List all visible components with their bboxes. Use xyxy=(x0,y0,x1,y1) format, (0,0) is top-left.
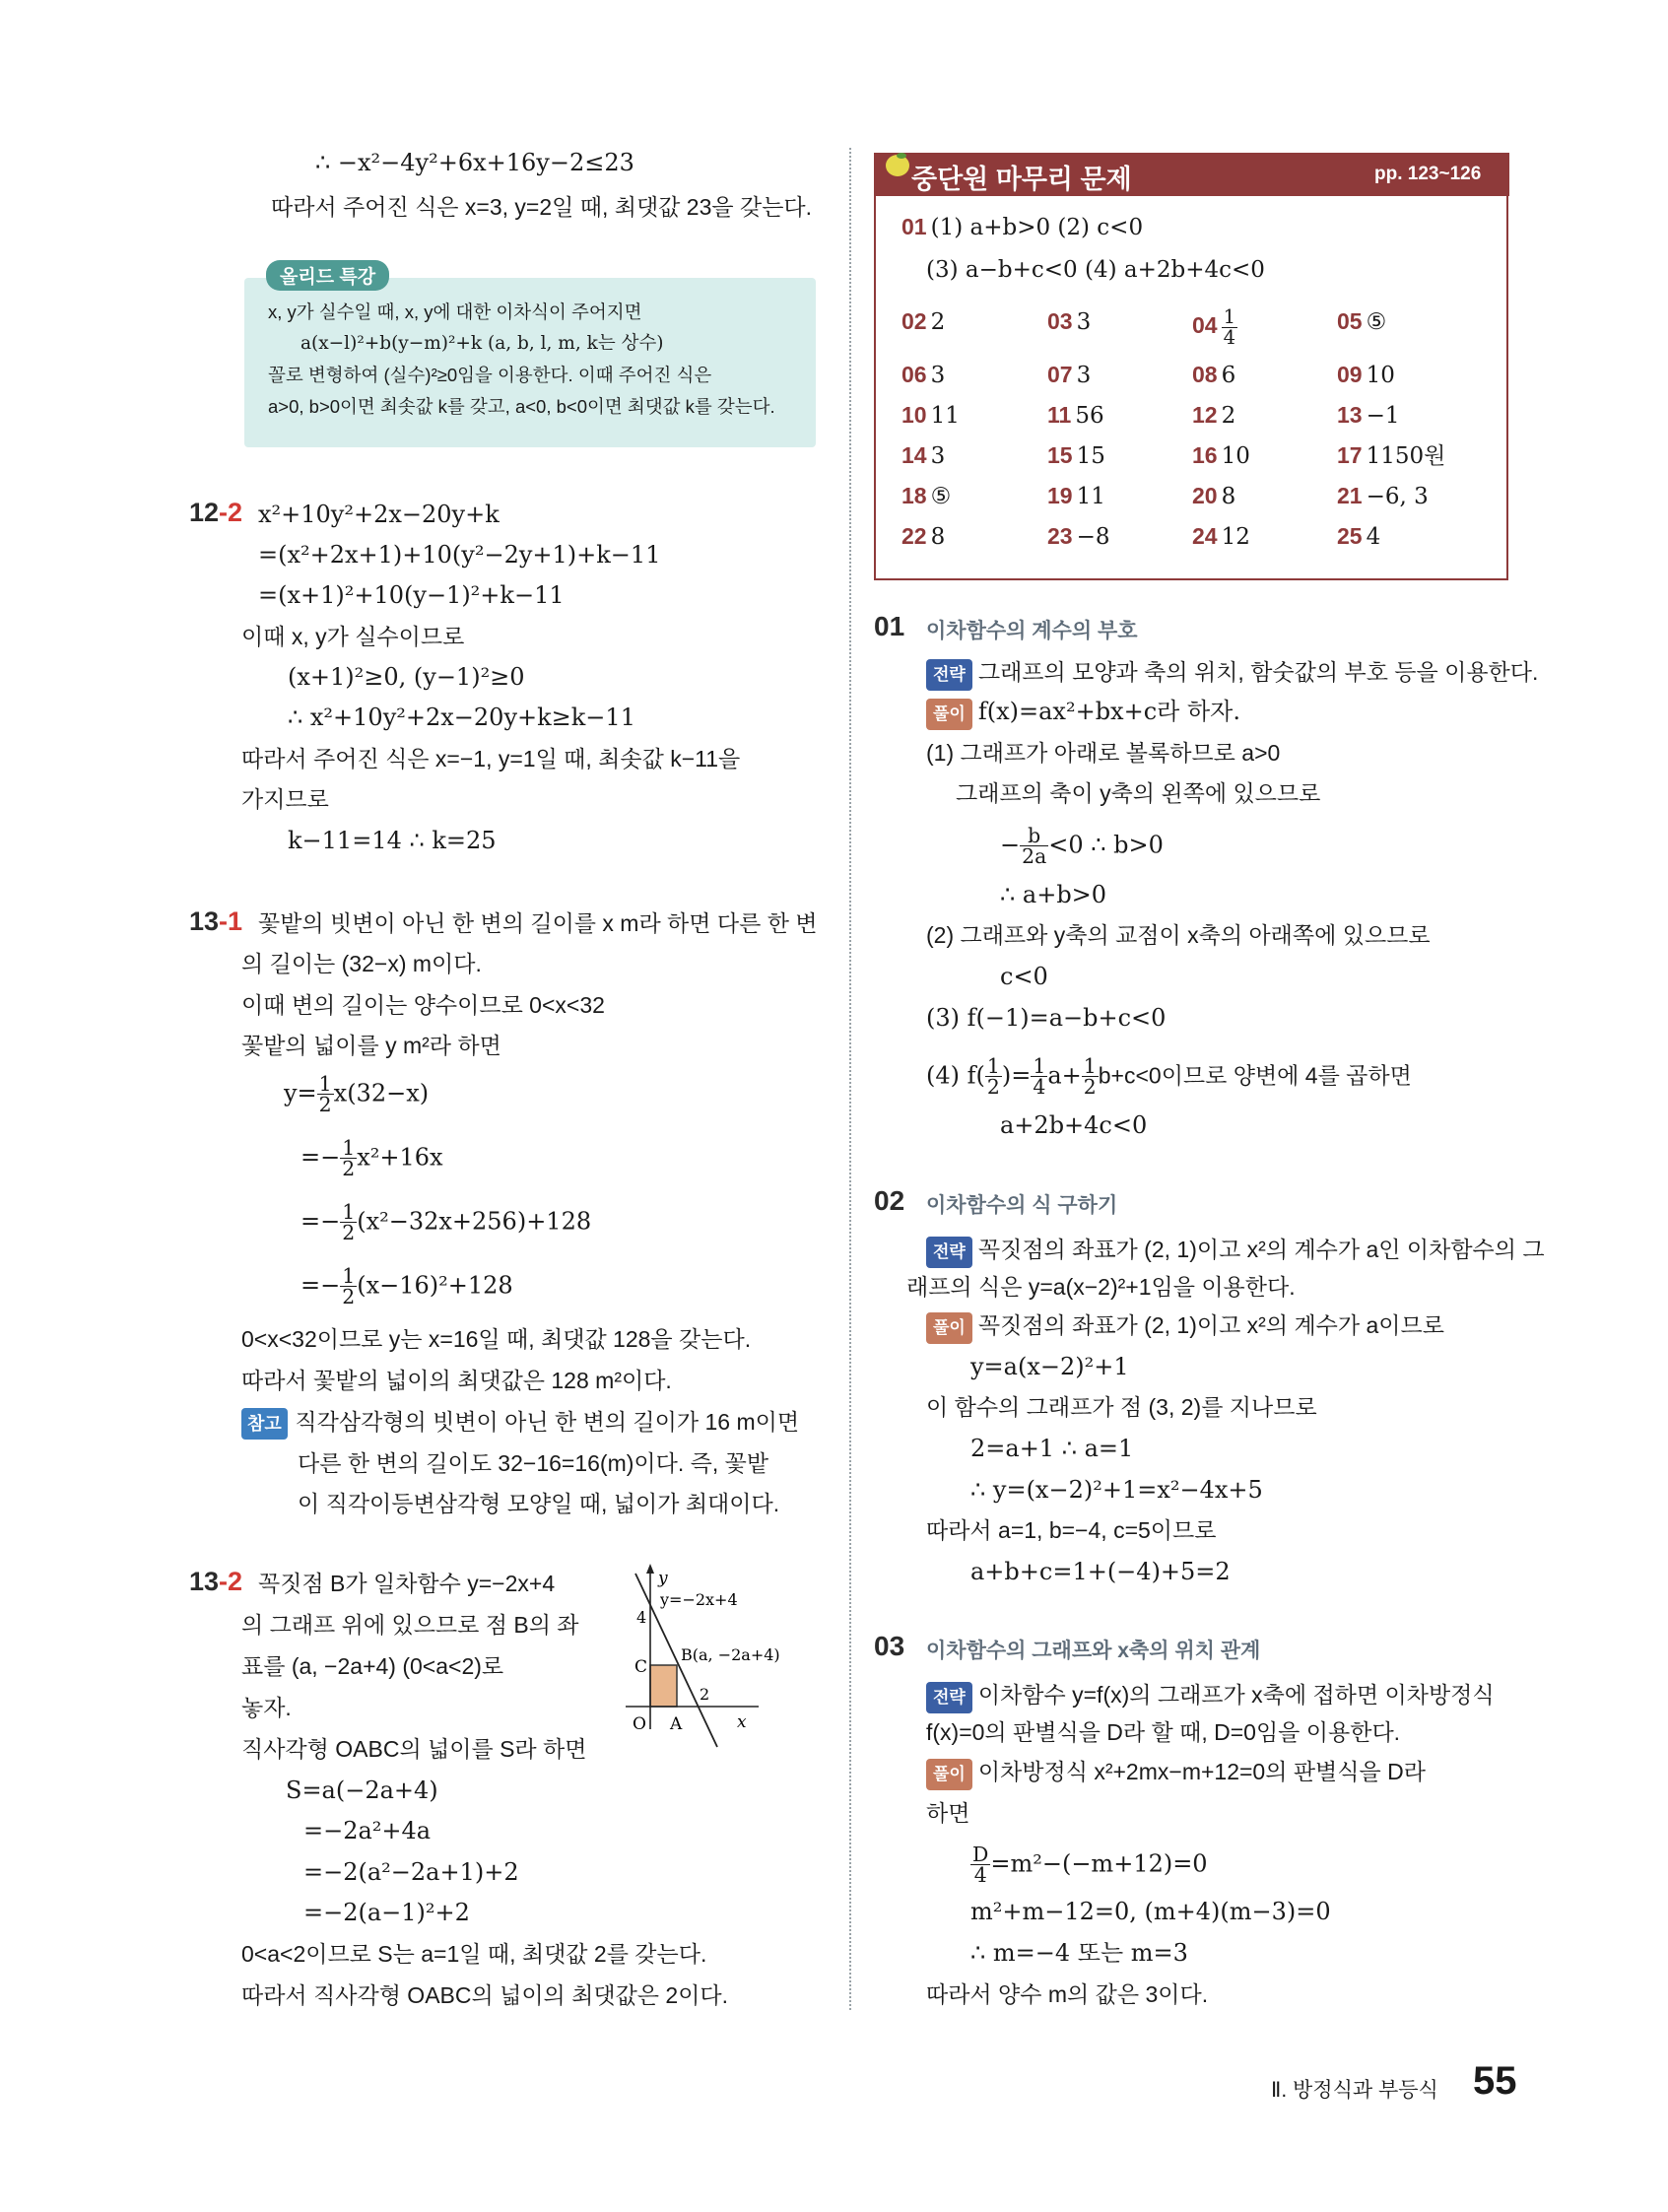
p13-2-line-2: 의 그래프 위에 있으므로 점 B의 좌 xyxy=(241,1612,579,1638)
p13-2-line-7: =−2a²+4a xyxy=(303,1817,432,1844)
p13-1-line-5: y= $\frac{1}{2}$ x(32−x) xyxy=(284,1072,430,1117)
p12-2-line-8: 가지므로 xyxy=(241,786,329,812)
note-line-2: a(x−l)²+b(y−m)²+k (a, b, l, m, k는 상수) xyxy=(300,333,664,354)
p12-2-line-4: 이때 x, y가 실수이므로 xyxy=(241,624,465,649)
fraction-half: $\frac{1}{2}$ xyxy=(986,1054,1000,1100)
answer-box-pages: pp. 123~126 xyxy=(1374,164,1482,184)
page-number: 55 xyxy=(1473,2059,1517,2103)
p13-1-line-10: 따라서 꽃밭의 넓이의 최댓값은 128 m²이다. xyxy=(241,1368,672,1393)
p13-2-line-6: S=a(−2a+4) xyxy=(286,1776,438,1804)
s01-line-2: 그래프의 축이 y축의 왼쪽에 있으므로 xyxy=(956,780,1321,806)
problem-number-13-2: 13-2 xyxy=(189,1567,243,1596)
answer-18: 18 ⑤ xyxy=(901,483,952,509)
intro-line-2: 따라서 주어진 식은 x=3, y=2일 때, 최댓값 23을 갖는다. xyxy=(271,194,813,220)
fraction-quarter: $\frac{1}{4}$ xyxy=(1033,1054,1046,1100)
note-line-4: a>0, b>0이면 최솟값 k를 갖고, a<0, b<0이면 최댓값 k를 갖는다. xyxy=(268,396,775,417)
s01-line-3: − $\frac{b}{2a}$ <0 ∴ b>0 xyxy=(1000,824,1164,869)
lemon-icon xyxy=(884,148,911,187)
note-line-1: x, y가 실수일 때, x, y에 대한 이차식이 주어지면 xyxy=(268,302,642,322)
tick-label-2: 2 xyxy=(700,1685,710,1704)
answer-04: 04 $\frac{1}{4}$ xyxy=(1192,305,1236,349)
answer-16: 16 10 xyxy=(1192,442,1250,469)
s02-line-4: ∴ y=(x−2)²+1=x²−4x+5 xyxy=(970,1476,1263,1504)
s02-strategy-2: 래프의 식은 y=a(x−2)²+1임을 이용한다. xyxy=(906,1274,1296,1300)
fraction-b-over-2a: $\frac{b}{2a}$ xyxy=(1022,824,1047,869)
answer-02: 02 2 xyxy=(901,308,946,335)
s01-line-1: (1) 그래프가 아래로 볼록하므로 a>0 xyxy=(926,740,1281,766)
section-02-title: 이차함수의 식 구하기 xyxy=(926,1194,1118,1217)
answer-box-title: 중단원 마무리 문제 xyxy=(911,165,1132,194)
p13-1-line-8: =− $\frac{1}{2}$ (x−16)²+128 xyxy=(300,1264,513,1309)
s02-line-6: a+b+c=1+(−4)+5=2 xyxy=(970,1558,1231,1585)
p13-1-line-4: 꽃밭의 넓이를 y m²라 하면 xyxy=(241,1033,501,1058)
point-a-label: A xyxy=(670,1714,683,1734)
section-01-title: 이차함수의 계수의 부호 xyxy=(926,620,1138,642)
tick-label-4: 4 xyxy=(636,1608,647,1627)
p13-1-line-6: =− $\frac{1}{2}$ x²+16x xyxy=(300,1136,443,1181)
answer-22: 22 8 xyxy=(901,523,946,550)
answer-15: 15 15 xyxy=(1047,442,1105,469)
s01-line-9: a+2b+4c<0 xyxy=(1000,1111,1148,1139)
s01-line-7: (3) f(−1)=a−b+c<0 xyxy=(926,1004,1167,1032)
s03-line-3: ∴ m=−4 또는 m=3 xyxy=(970,1939,1188,1967)
s01-line-8: (4) f( $\frac{1}{2}$ )= $\frac{1}{4}$ a+ $\frac{1}{2}$ b+c<0이므로 양변에 4를 곱하면 xyxy=(926,1054,1412,1100)
note-line-3: 꼴로 변형하여 (실수)²≥0임을 이용한다. 이때 주어진 식은 xyxy=(268,365,712,385)
p13-2-line-4: 놓자. xyxy=(241,1695,292,1720)
p12-2-line-3: =(x+1)²+10(y−1)²+k−11 xyxy=(258,581,565,609)
column-divider xyxy=(849,148,851,2010)
answer-01: 01 (1) a+b>0 (2) c<0 xyxy=(901,214,1144,240)
s03-solution: 풀이 이차방정식 x²+2mx−m+12=0의 판별식을 D라 xyxy=(926,1757,1426,1790)
section-03-number: 03 xyxy=(874,1631,905,1661)
answer-05: 05 ⑤ xyxy=(1337,308,1387,335)
x-axis-label: x xyxy=(737,1712,747,1732)
p13-1-line-2: 의 길이는 (32−x) m이다. xyxy=(241,951,482,976)
answer-07: 07 3 xyxy=(1047,362,1092,388)
origin-label: O xyxy=(633,1714,646,1734)
s02-solution: 풀이 꼭짓점의 좌표가 (2, 1)이고 x²의 계수가 a이므로 xyxy=(926,1310,1444,1344)
s01-strategy: 전략 그래프의 모양과 축의 위치, 함숫값의 부호 등을 이용한다. xyxy=(926,657,1538,691)
answer-19: 19 11 xyxy=(1047,483,1105,509)
p13-2-line-11: 따라서 직사각형 OABC의 넓이의 최댓값은 2이다. xyxy=(241,1982,729,2008)
answer-24: 24 12 xyxy=(1192,523,1250,550)
s03-strategy-1: 전략 이차함수 y=f(x)의 그래프가 x축에 접하면 이차방정식 xyxy=(926,1680,1495,1713)
s01-solution: 풀이 f(x)=ax²+bx+c라 하자. xyxy=(926,697,1240,730)
p12-2-line-7: 따라서 주어진 식은 x=−1, y=1일 때, 최솟값 k−11을 xyxy=(241,746,741,771)
p12-2-line-9: k−11=14 ∴ k=25 xyxy=(288,827,497,854)
line-equation-label: y=−2x+4 xyxy=(660,1590,738,1609)
footer-chapter: Ⅱ. 방정식과 부등식 xyxy=(1271,2079,1438,2102)
problem-number-12-2: 12-2 xyxy=(189,498,243,527)
section-03-title: 이차함수의 그래프와 x축의 위치 관계 xyxy=(926,1640,1261,1662)
p13-2-line-8: =−2(a²−2a+1)+2 xyxy=(303,1858,519,1886)
p13-1-line-9: 0<x<32이므로 y는 x=16일 때, 최댓값 128을 갖는다. xyxy=(241,1326,752,1352)
p13-1-line-13: 이 직각이등변삼각형 모양일 때, 넓이가 최대이다. xyxy=(298,1491,780,1516)
s02-line-5: 따라서 a=1, b=−4, c=5이므로 xyxy=(926,1517,1217,1543)
s02-line-3: 2=a+1 ∴ a=1 xyxy=(970,1435,1134,1462)
answer-23: 23 −8 xyxy=(1047,523,1110,550)
answer-21: 21 −6, 3 xyxy=(1337,483,1429,509)
section-02-number: 02 xyxy=(874,1185,905,1216)
p13-1-line-1: 꽃밭의 빗변이 아닌 한 변의 길이를 x m라 하면 다른 한 변 xyxy=(258,910,818,936)
p13-1-line-7: =− $\frac{1}{2}$ (x²−32x+256)+128 xyxy=(300,1200,592,1245)
p13-1-line-3: 이때 변의 길이는 양수이므로 0<x<32 xyxy=(241,992,605,1018)
section-01-number: 01 xyxy=(874,611,905,641)
s01-line-5: (2) 그래프와 y축의 교점이 x축의 아래쪽에 있으므로 xyxy=(926,922,1431,948)
p13-1-line-12: 다른 한 변의 길이도 32−16=16(m)이다. 즉, 꽃밭 xyxy=(298,1450,769,1476)
answer-17: 17 1150원 xyxy=(1337,442,1446,469)
s03-strategy-2: f(x)=0의 판별식을 D라 할 때, D=0임을 이용한다. xyxy=(926,1719,1401,1745)
point-c-label: C xyxy=(634,1657,648,1677)
s03-line-1: $\frac{D}{4}$ =m²−(−m+12)=0 xyxy=(972,1843,1208,1888)
p13-2-line-3: 표를 (a, −2a+4) (0<a<2)로 xyxy=(241,1653,504,1679)
y-axis-arrow xyxy=(646,1564,654,1574)
answer-08: 08 6 xyxy=(1192,362,1236,388)
answer-03: 03 3 xyxy=(1047,308,1092,335)
fraction-half: $\frac{1}{2}$ xyxy=(342,1136,356,1181)
rectangle-oabc xyxy=(650,1665,677,1707)
fraction-half: $\frac{1}{2}$ xyxy=(1083,1054,1097,1100)
p13-2-line-10: 0<a<2이므로 S는 a=1일 때, 최댓값 2를 갖는다. xyxy=(241,1941,707,1967)
p12-2-line-6: ∴ x²+10y²+2x−20y+k≥k−11 xyxy=(288,704,635,731)
y-axis-label: y xyxy=(658,1569,668,1588)
p13-1-ref: 참고 직각삼각형의 빗변이 아닌 한 변의 길이가 16 m이면 xyxy=(241,1407,799,1440)
point-b-label: B(a, −2a+4) xyxy=(681,1645,780,1664)
p13-2-line-1: 꼭짓점 B가 일차함수 y=−2x+4 xyxy=(258,1571,556,1596)
s02-strategy-1: 전략 꼭짓점의 좌표가 (2, 1)이고 x²의 계수가 a인 이차함수의 그 xyxy=(926,1235,1545,1268)
problem-number-13-1: 13-1 xyxy=(189,906,243,936)
s02-line-1: y=a(x−2)²+1 xyxy=(970,1353,1129,1380)
s03-line-2: m²+m−12=0, (m+4)(m−3)=0 xyxy=(970,1898,1331,1925)
answer-13: 13 −1 xyxy=(1337,402,1400,429)
answer-10: 10 11 xyxy=(901,402,960,429)
s01-line-4: ∴ a+b>0 xyxy=(1000,881,1107,908)
s02-line-2: 이 함수의 그래프가 점 (3, 2)를 지나므로 xyxy=(926,1394,1317,1420)
rectangle-graph xyxy=(621,1562,823,1754)
fraction-half: $\frac{1}{2}$ xyxy=(342,1200,356,1245)
answer-25: 25 4 xyxy=(1337,523,1381,550)
s03-line-0: 하면 xyxy=(926,1800,970,1826)
answer-11: 11 56 xyxy=(1047,402,1104,429)
p13-2-line-5: 직사각형 OABC의 넓이를 S라 하면 xyxy=(241,1736,587,1762)
answer-06: 06 3 xyxy=(901,362,946,388)
p12-2-line-2: =(x²+2x+1)+10(y²−2y+1)+k−11 xyxy=(258,541,661,569)
fraction-d-over-4: $\frac{D}{4}$ xyxy=(972,1843,989,1888)
answer-14: 14 3 xyxy=(901,442,946,469)
p12-2-line-5: (x+1)²≥0, (y−1)²≥0 xyxy=(288,663,525,691)
reference-tag: 참고 xyxy=(241,1408,288,1440)
answer-09: 09 10 xyxy=(1337,362,1395,388)
fraction-half: $\frac{1}{2}$ xyxy=(318,1072,332,1117)
p12-2-line-1: x²+10y²+2x−20y+k xyxy=(258,501,500,528)
answer-01-cont: (3) a−b+c<0 (4) a+2b+4c<0 xyxy=(926,257,1265,283)
fraction-half: $\frac{1}{2}$ xyxy=(342,1264,356,1309)
s03-line-4: 따라서 양수 m의 값은 3이다. xyxy=(926,1981,1209,2007)
s01-line-6: c<0 xyxy=(1000,963,1048,990)
answer-12: 12 2 xyxy=(1192,402,1236,429)
p13-2-line-9: =−2(a−1)²+2 xyxy=(303,1899,470,1926)
special-note-tag: 올리드 특강 xyxy=(266,260,389,291)
intro-line-1: ∴ −x²−4y²+6x+16y−2≤23 xyxy=(315,149,634,176)
answer-20: 20 8 xyxy=(1192,483,1236,509)
fraction-quarter: $\frac{1}{4}$ xyxy=(1223,305,1236,349)
